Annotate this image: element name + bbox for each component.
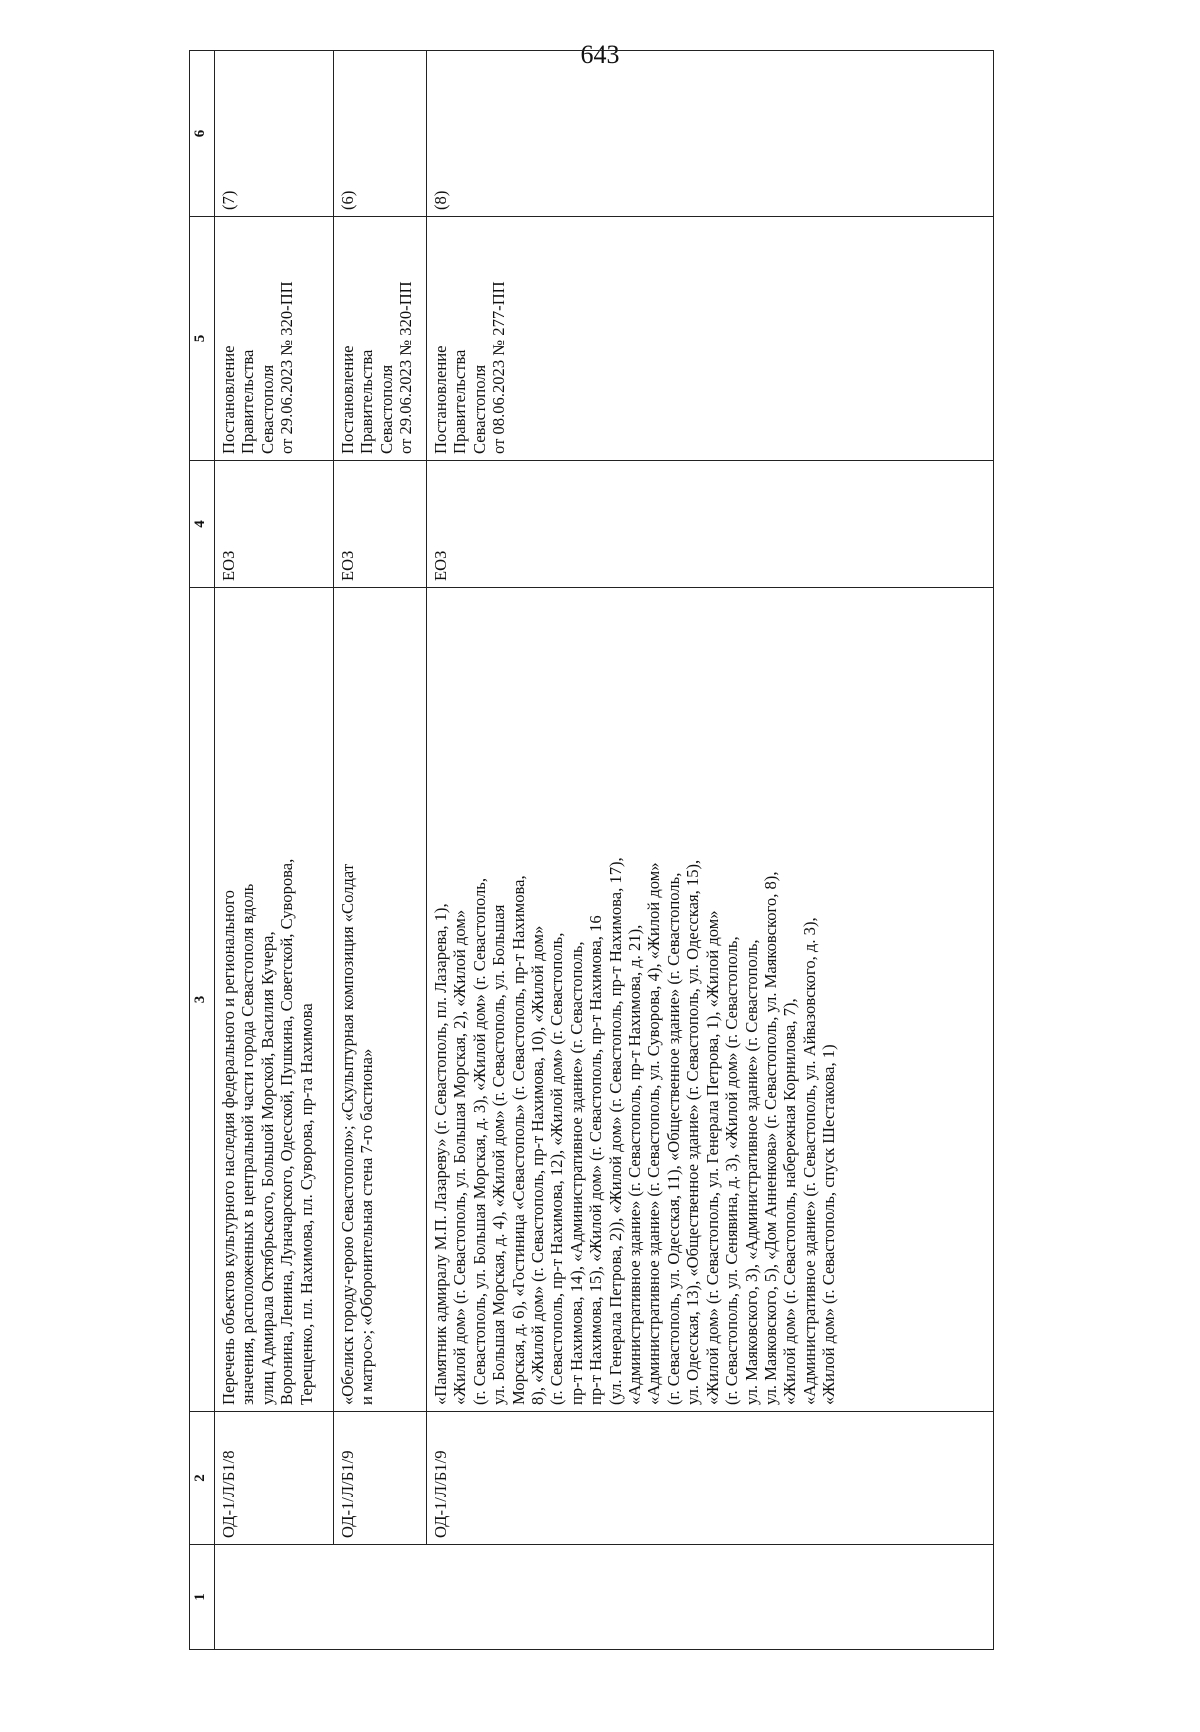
code-cell: ОД-1/Л/Б1/9: [334, 1412, 427, 1545]
table-row: [427, 51, 994, 1650]
description-line: ул. Одесская, 13), «Общественное здание» (г. Севастополь, ул. Одесская, 15),: [683, 859, 703, 1405]
description-line: «Жилой дом» (г. Севастополь, набережная Корнилова, 7),: [780, 998, 800, 1405]
header-col-1: 1: [190, 1545, 215, 1650]
description-line: «Административное здание» (г. Севастополь, ул. Суворова, 4), «Жилой дом»: [644, 862, 664, 1405]
description-cell: [427, 588, 994, 1412]
rotated-table-wrapper: [189, 105, 994, 1650]
document-line: Правительства: [357, 349, 377, 454]
row-number-cell: [215, 1545, 994, 1650]
description-line: (г. Севастополь, пр-т Нахимова, 12), «Жилой дом» (г. Севастополь,: [547, 932, 567, 1405]
document-line: Севастополя: [257, 364, 277, 454]
table-row: [334, 51, 427, 1650]
description-line: 8), «Жилой дом» (г. Севастополь, пр-т Нахимова, 10), «Жилой дом»: [528, 925, 548, 1405]
zone-cell: ЕОЗ: [427, 461, 994, 588]
document-line: Постановление: [219, 345, 238, 454]
description-cell: [334, 588, 427, 1412]
code-cell: ОД-1/Л/Б1/9: [427, 1412, 994, 1545]
description-line: «Жилой дом» (г. Севастополь, ул. Большая Морская, 2), «Жилой дом»: [450, 909, 470, 1405]
document-line: от 29.06.2023 № 320-ПП: [396, 281, 416, 454]
document-line: от 29.06.2023 № 320-ПП: [277, 281, 297, 454]
header-col-6: 6: [190, 51, 215, 217]
description-line: Морская, д. 6), «Гостиница «Севастополь» (г. Севастополь, пр-т Нахимова,: [508, 875, 528, 1405]
code-cell: ОД-1/Л/Б1/8: [215, 1412, 334, 1545]
table-header-row: [190, 51, 215, 1650]
page-number: 643: [580, 40, 620, 69]
document-cell: [215, 217, 334, 461]
description-line: «Памятник адмиралу М.П. Лазареву» (г. Севастополь, пл. Лазарева, 1),: [431, 903, 450, 1405]
description-line: «Административное здание» (г. Севастополь, пр-т Нахимова, д. 21),: [625, 924, 645, 1405]
description-line: (г. Севастополь, ул. Большая Морская, д. 3), «Жилой дом» (г. Севастополь,: [469, 877, 489, 1405]
description-line: пр-т Нахимова, 14), «Административное здание» (г. Севастополь,: [566, 941, 586, 1405]
description-line: «Жилой дом» (г. Севастополь, ул. Генерала Петрова, 1), «Жилой дом»: [702, 910, 722, 1405]
description-line: «Жилой дом» (г. Севастополь, спуск Шестакова, 1): [819, 1044, 839, 1405]
description-line: «Административное здание» (г. Севастополь, ул. Айвазовского, д. 3),: [799, 917, 819, 1405]
description-line: Воронина, Ленина, Луначарского, Одесской, Пушкина, Советской, Суворова,: [277, 858, 297, 1405]
description-line: «Обелиск городу-герою Севастополю»; «Скульптурная композиция «Солдат: [338, 863, 357, 1405]
description-line: Терещенко, пл. Нахимова, пл. Суворова, пр-та Нахимова: [296, 1003, 316, 1405]
header-col-4: 4: [190, 461, 215, 588]
zone-cell: ЕОЗ: [334, 461, 427, 588]
description-line: улиц Адмирала Октябрьского, Большой Морской, Василия Кучера,: [257, 931, 277, 1405]
description-line: (г. Севастополь, ул. Сенявина, д. 3), «Жилой дом» (г. Севастополь,: [722, 936, 742, 1405]
description-line: (ул. Генерала Петрова, 2)), «Жилой дом» (г. Севастополь, пр-т Нахимова, 17),: [605, 857, 625, 1405]
document-line: Постановление: [431, 345, 450, 454]
header-col-2: 2: [190, 1412, 215, 1545]
note-cell: (8): [427, 51, 994, 217]
header-col-3: 3: [190, 588, 215, 1412]
document-line: Правительства: [450, 349, 470, 454]
document-cell: [334, 217, 427, 461]
document-line: Севастополя: [376, 364, 396, 454]
description-line: ул. Маяковского, 3), «Административное здание» (г. Севастополь,: [741, 939, 761, 1405]
document-cell: [427, 217, 994, 461]
document-line: Постановление: [338, 345, 357, 454]
header-col-5: 5: [190, 217, 215, 461]
description-line: (г. Севастополь, ул. Одесская, 11), «Общественное здание» (г. Севастополь,: [663, 872, 683, 1405]
document-line: Севастополя: [469, 364, 489, 454]
zone-cell: ЕОЗ: [215, 461, 334, 588]
description-line: ул. Маяковского, 5), «Дом Анненкова» (г. Севастополь, ул. Маяковского, 8),: [760, 871, 780, 1405]
document-line: от 08.06.2023 № 277-ПП: [489, 281, 509, 454]
description-cell: [215, 588, 334, 1412]
note-cell: (7): [215, 51, 334, 217]
document-line: Правительства: [238, 349, 258, 454]
note-cell: (6): [334, 51, 427, 217]
objects-table: [189, 50, 994, 1650]
description-line: ул. Большая Морская, д. 4), «Жилой дом» (г. Севастополь, ул. Большая: [489, 904, 509, 1405]
description-line: значения, расположенных в центральной части города Севастополя вдоль: [238, 883, 258, 1405]
table-row: [215, 51, 334, 1650]
description-line: Перечень объектов культурного наследия федерального и регионального: [219, 890, 238, 1405]
description-line: пр-т Нахимова, 15), «Жилой дом» (г. Севастополь, пр-т Нахимова, 16: [586, 915, 606, 1405]
description-line: и матрос»; «Оборонительная стена 7-го бастиона»: [357, 1048, 377, 1405]
